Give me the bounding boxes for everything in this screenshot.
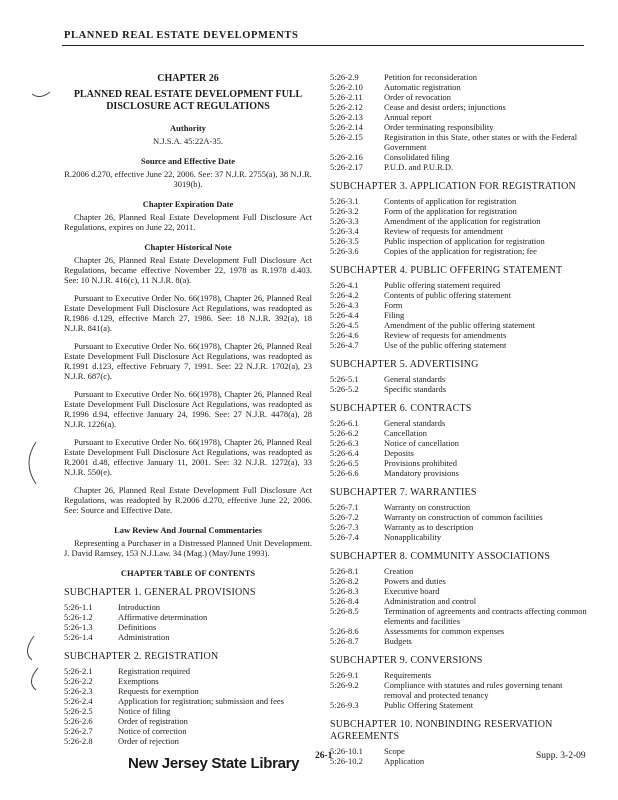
section-number: 5:26-9.3 [330,700,359,710]
subchapter-4-title: SUBCHAPTER 4. PUBLIC OFFERING STATEMENT [330,265,563,276]
toc-entry [330,680,588,700]
toc-entry [330,330,588,340]
section-title: Introduction [118,602,161,612]
section-title: Cease and desist orders; injunctions [384,102,506,112]
toc-entry [64,612,312,622]
subchapter-6-title: SUBCHAPTER 6. CONTRACTS [330,403,472,414]
section-number: 5:26-4.3 [330,300,359,310]
section-number: 5:26-8.7 [330,636,359,646]
subchapter-8-list [330,566,588,646]
toc-entry [330,102,588,112]
toc-entry [330,468,588,478]
toc-entry [64,736,312,746]
section-title: Requests for exemption [118,686,199,696]
toc-entry [330,576,588,586]
subchapter-1-title: SUBCHAPTER 1. GENERAL PROVISIONS [64,587,256,598]
section-number: 5:26-2.16 [330,152,363,162]
toc-entry [64,602,312,612]
history-paragraph: Pursuant to Executive Order No. 66(1978), Chapter 26, Planned Real Estate Development Full Disclosure Act Regulations, was readopted as R.2001 d.48, effective January 11, 2001. See: 32 N.J.R. 1272(a), 33 N.J.R. 550(e). [64,437,312,477]
toc-entry [330,458,588,468]
subchapter-4-list [330,280,588,350]
toc-entry [330,152,588,162]
toc-entry [330,206,588,216]
toc-entry [330,522,588,532]
section-title: Executive board [384,586,440,596]
section-title: Notice of correction [118,726,187,736]
section-title: Consolidated filing [384,152,450,162]
toc-entry [330,310,588,320]
section-number: 5:26-3.6 [330,246,359,256]
toc-entry [330,384,588,394]
toc-entry [64,666,312,676]
section-title: Assessments for common expenses [384,626,505,636]
toc-entry [330,502,588,512]
history-paragraph: Chapter 26, Planned Real Estate Development Full Disclosure Act Regulations, became effective November 22, 1978 as R.1978 d.403. See: 10 N.J.R. 416(c), 11 N.J.R. 8(a). [64,255,312,285]
toc-entry [330,196,588,206]
section-title: Order of revocation [384,92,452,102]
toc-entry [330,162,588,172]
toc-entry [330,226,588,236]
section-number: 5:26-5.2 [330,384,359,394]
section-number: 5:26-1.4 [64,632,93,642]
section-number: 5:26-7.1 [330,502,359,512]
section-number: 5:26-7.2 [330,512,359,522]
right-column [330,72,588,766]
source-text: R.2006 d.270, effective June 22, 2006. See: 37 N.J.R. 2755(a), 38 N.J.R. 3019(b). [64,169,312,189]
toc-entry [330,132,588,152]
history-paragraph: Pursuant to Executive Order No. 66(1978), Chapter 26, Planned Real Estate Development Full Disclosure Act Regulations, was readopted as R.1991 d.123, effective February 7, 1991. See: 22 N.J.R. 1702(a), 23 N.J.R. 687(c). [64,341,312,381]
section-title: Use of the public offering statement [384,340,507,350]
law-review-text: Representing a Purchaser in a Distressed Planned Unit Development. J. David Ramsey, 153 N.J.Law. 34 (Mag.) (May/June 1993). [64,538,312,558]
section-number: 5:26-3.4 [330,226,359,236]
subchapter-6-list [330,418,588,478]
section-number: 5:26-1.1 [64,602,93,612]
toc-entry [330,82,588,92]
toc-entry [64,676,312,686]
toc-entry [330,374,588,384]
section-number: 5:26-2.5 [64,706,93,716]
section-number: 5:26-2.9 [330,72,359,82]
subchapter-9-title: SUBCHAPTER 9. CONVERSIONS [330,655,483,666]
section-title: Contents of public offering statement [384,290,511,300]
toc-entry [330,122,588,132]
toc-entry [330,340,588,350]
toc-entry [64,696,312,706]
section-number: 5:26-2.17 [330,162,363,172]
section-number: 5:26-2.1 [64,666,93,676]
toc-entry [330,532,588,542]
section-title: Warranty as to description [384,522,474,532]
section-title: Warranty on construction of common facilities [384,512,543,522]
section-title: Provisions prohibited [384,458,457,468]
section-number: 5:26-5.1 [330,374,359,384]
section-title: Budgets [384,636,412,646]
section-number: 5:26-8.1 [330,566,359,576]
toc-entry [330,438,588,448]
toc-entry [330,418,588,428]
section-number: 5:26-4.7 [330,340,359,350]
section-number: 5:26-1.2 [64,612,93,622]
source-heading: Source and Effective Date [140,156,236,166]
section-title: Termination of agreements and contracts affecting common elements and facilities [384,606,587,626]
toc-entry [330,112,588,122]
subchapter-3-list [330,196,588,256]
section-number: 5:26-2.11 [330,92,363,102]
toc-entry [330,636,588,646]
authority-heading: Authority [170,123,206,133]
section-title: Filing [384,310,405,320]
section-number: 5:26-2.8 [64,736,93,746]
toc-entry [330,700,588,710]
history-paragraph: Pursuant to Executive Order No. 66(1978), Chapter 26, Planned Real Estate Development Full Disclosure Act Regulations, was readopted as R.1996 d.94, effective January 24, 1996. See: 27 N.J.R. 4478(a), 28 N.J.R. 1226(a). [64,389,312,429]
subchapter-7-list [330,502,588,542]
authority-text: N.J.S.A. 45:22A-35. [153,136,223,146]
section-title: Application [384,756,425,766]
section-title: Scope [384,746,405,756]
section-number: 5:26-4.1 [330,280,359,290]
section-title: Affirmative determination [118,612,208,622]
chapter-title: PLANNED REAL ESTATE DEVELOPMENT FULL DISCLOSURE ACT REGULATIONS [73,89,303,112]
section-number: 5:26-10.2 [330,756,363,766]
section-title: Application for registration; submission and fees [118,696,284,706]
section-title: Petition for reconsideration [384,72,478,82]
section-title: Review of requests for amendment [384,226,503,236]
toc-entry [330,448,588,458]
section-number: 5:26-2.3 [64,686,93,696]
section-title: Powers and duties [384,576,446,586]
section-number: 5:26-9.1 [330,670,359,680]
section-title: Nonapplicability [384,532,442,542]
section-title: Amendment of the application for registration [384,216,541,226]
section-title: Deposits [384,448,414,458]
toc-entry [330,626,588,636]
section-title: Contents of application for registration [384,196,517,206]
section-title: Specific standards [384,384,447,394]
section-title: Administration [118,632,170,642]
subchapter-2-title: SUBCHAPTER 2. REGISTRATION [64,651,219,662]
section-title: Definitions [118,622,157,632]
section-title: Public offering statement required [384,280,501,290]
section-number: 5:26-6.4 [330,448,359,458]
subchapter-3-title: SUBCHAPTER 3. APPLICATION FOR REGISTRATION [330,181,576,192]
section-number: 5:26-3.2 [330,206,359,216]
section-title: Order of registration [118,716,188,726]
section-number: 5:26-2.7 [64,726,93,736]
section-number: 5:26-2.10 [330,82,363,92]
section-title: Form [384,300,403,310]
subchapter-2-list [64,666,312,746]
toc-entry [330,300,588,310]
section-number: 5:26-2.4 [64,696,93,706]
margin-mark-3 [20,634,42,692]
toc-entry [330,320,588,330]
section-title: Requirements [384,670,432,680]
toc-entry [330,290,588,300]
section-title: Amendment of the public offering statement [384,320,536,330]
section-title: Registration in this State, other states or with the Federal Government [384,132,578,152]
section-title: Administration and control [384,596,477,606]
left-column [64,68,312,746]
expiration-heading: Chapter Expiration Date [142,199,234,209]
page-number: 26-1 [315,751,333,761]
history-paragraph: Pursuant to Executive Order No. 66(1978), Chapter 26, Planned Real Estate Development Full Disclosure Act Regulations, was readopted as R.1986 d.129, effective March 27, 1986. See: 18 N.J.R. 392(a), 18 N.J.R. 841(a). [64,293,312,333]
section-title: Review of requests for amendments [384,330,507,340]
toc-heading: CHAPTER TABLE OF CONTENTS [120,568,256,578]
section-title: Registration required [118,666,190,676]
section-number: 5:26-6.5 [330,458,359,468]
section-title: Annual report [384,112,432,122]
subchapter-5-list [330,374,588,394]
section-number: 5:26-4.6 [330,330,359,340]
toc-entry [330,246,588,256]
section-number: 5:26-3.3 [330,216,359,226]
header-rule [62,45,584,46]
section-number: 5:26-3.5 [330,236,359,246]
section-title: Compliance with statutes and rules governing tenant removal and protected tenancy [384,680,563,700]
toc-entry [330,280,588,290]
section-number: 5:26-2.2 [64,676,93,686]
subchapter-8-title: SUBCHAPTER 8. COMMUNITY ASSOCIATIONS [330,551,551,562]
section-title: Order terminating responsibility [384,122,494,132]
expiration-text: Chapter 26, Planned Real Estate Development Full Disclosure Act Regulations, expires on June 22, 2011. [64,212,312,232]
section-title: General standards [384,418,446,428]
section-title: Form of the application for registration [384,206,517,216]
section-number: 5:26-2.12 [330,102,363,112]
toc-entry [330,566,588,576]
toc-entry [330,596,588,606]
chapter-number: CHAPTER 26 [157,73,219,84]
toc-entry [330,236,588,246]
toc-entry [64,716,312,726]
toc-entry [64,686,312,696]
law-review-heading: Law Review And Journal Commentaries [114,525,262,535]
toc-entry [330,428,588,438]
section-title: Mandatory provisions [384,468,459,478]
toc-entry [330,586,588,596]
library-stamp: New Jersey State Library [128,755,300,772]
section-title: General standards [384,374,446,384]
subchapter-10-title: SUBCHAPTER 10. NONBINDING RESERVATION AGREEMENTS [330,719,553,742]
section-number: 5:26-1.3 [64,622,93,632]
section-title: Public inspection of application for registration [384,236,545,246]
section-number: 5:26-4.2 [330,290,359,300]
section-title: Notice of cancellation [384,438,460,448]
section-number: 5:26-2.13 [330,112,363,122]
section-title: Notice of filing [118,706,171,716]
section-number: 5:26-6.3 [330,438,359,448]
subchapter-7-title: SUBCHAPTER 7. WARRANTIES [330,487,477,498]
section-number: 5:26-8.6 [330,626,359,636]
toc-entry [64,622,312,632]
toc-entry [64,632,312,642]
history-paragraph: Chapter 26, Planned Real Estate Development Full Disclosure Act Regulations, was readopted by R.2006 d.270, effective June 22, 2006. See: Source and Effective Date. [64,485,312,515]
section-title: P.U.D. and P.U.R.D. [384,162,454,172]
subchapter-9-list [330,670,588,710]
margin-mark-1 [30,86,52,106]
section-number: 5:26-2.6 [64,716,93,726]
section-number: 5:26-8.2 [330,576,359,586]
section-number: 5:26-6.2 [330,428,359,438]
margin-mark-2 [20,440,40,486]
section-number: 5:26-7.4 [330,532,359,542]
history-heading: Chapter Historical Note [144,242,232,252]
section-number: 5:26-6.6 [330,468,359,478]
subchapter-1-list [64,602,312,642]
section-title: Creation [384,566,414,576]
toc-entry [330,670,588,680]
section-number: 5:26-4.4 [330,310,359,320]
section-number: 5:26-4.5 [330,320,359,330]
section-number: 5:26-7.3 [330,522,359,532]
toc-entry [64,726,312,736]
section-number: 5:26-10.1 [330,746,363,756]
section-number: 5:26-2.14 [330,122,363,132]
subchapter-2-continued-list [330,72,588,172]
running-head: PLANNED REAL ESTATE DEVELOPMENTS [64,30,299,41]
section-number: 5:26-6.1 [330,418,359,428]
section-title: Copies of the application for registration; fee [384,246,537,256]
subchapter-5-title: SUBCHAPTER 5. ADVERTISING [330,359,479,370]
section-number: 5:26-8.4 [330,596,359,606]
toc-entry [64,706,312,716]
section-title: Exemptions [118,676,159,686]
section-title: Order of rejection [118,736,179,746]
section-number: 5:26-8.5 [330,606,359,616]
section-title: Public Offering Statement [384,700,474,710]
toc-entry [330,512,588,522]
section-number: 5:26-9.2 [330,680,359,690]
toc-entry [330,92,588,102]
toc-entry [330,216,588,226]
toc-entry [330,72,588,82]
section-number: 5:26-8.3 [330,586,359,596]
section-number: 5:26-2.15 [330,132,363,142]
section-title: Warranty on construction [384,502,471,512]
section-number: 5:26-3.1 [330,196,359,206]
toc-entry [330,606,588,626]
section-title: Automatic registration [384,82,461,92]
section-title: Cancellation [384,428,427,438]
supplement-date: Supp. 3-2-09 [536,751,586,761]
